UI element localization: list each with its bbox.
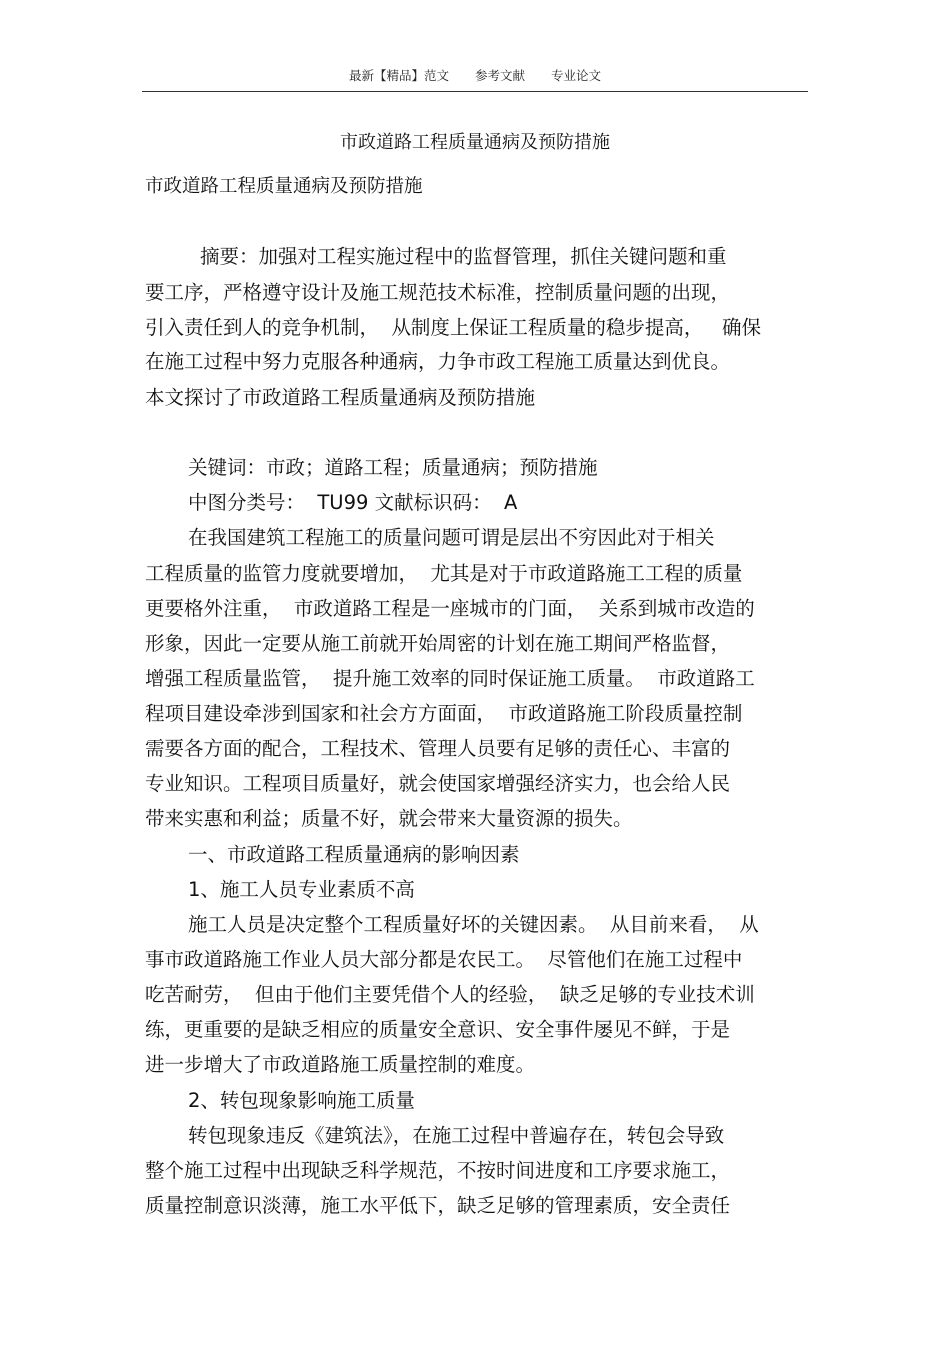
abstract-line: 要工序，严格遵守设计及施工规范技术标准，控制质量问题的出现， (145, 281, 731, 304)
section-heading: 一、市政道路工程质量通病的影响因素 (188, 843, 520, 866)
paragraph-line: 带来实惠和利益；质量不好，就会带来大量资源的损失。 (145, 807, 633, 830)
abstract-line: 摘要：加强对工程实施过程中的监督管理，抓住关键问题和重 (200, 245, 727, 268)
paragraph-line: 工程质量的监管力度就要增加， 尤其是对于市政道路施工工程的质量 (145, 562, 743, 585)
paragraph-line: 施工人员是决定整个工程质量好坏的关键因素。 从目前来看， 从 (188, 913, 759, 936)
header-item-lunwen: 专业论文 (550, 68, 601, 83)
paragraph-line: 形象，因此一定要从施工前就开始周密的计划在施工期间严格监督， (145, 632, 731, 655)
paragraph-line: 程项目建设牵涉到国家和社会方方面面， 市政道路施工阶段质量控制 (145, 702, 743, 725)
document-title: 市政道路工程质量通病及预防措施 (340, 132, 610, 153)
paragraph-line: 整个施工过程中出现缺乏科学规范，不按时间进度和工序要求施工， (145, 1159, 731, 1182)
paragraph-line: 吃苦耐劳， 但由于他们主要凭借个人的经验， 缺乏足够的专业技术训 (145, 983, 755, 1006)
abstract-line: 本文探讨了市政道路工程质量通病及预防措施 (145, 386, 536, 409)
paragraph-line: 进一步增大了市政道路施工质量控制的难度。 (145, 1053, 536, 1076)
abstract-line: 引入责任到人的竞争机制， 从制度上保证工程质量的稳步提高， 确保 (145, 316, 761, 339)
paragraph-line: 练，更重要的是缺乏相应的质量安全意识、安全事件屡见不鲜，于是 (145, 1018, 731, 1041)
paragraph-line: 在我国建筑工程施工的质量问题可谓是层出不穷因此对于相关 (188, 526, 715, 549)
page-header (0, 66, 950, 84)
paragraph-line: 更要格外注重， 市政道路工程是一座城市的门面， 关系到城市改造的 (145, 597, 755, 620)
paragraph-line: 增强工程质量监管， 提升施工效率的同时保证施工质量。 市政道路工 (145, 667, 755, 690)
subsection-heading: 2、转包现象影响施工质量 (188, 1089, 415, 1112)
classification-line: 中图分类号： TU99 文献标识码： A (188, 491, 518, 514)
paragraph-line: 专业知识。工程项目质量好，就会使国家增强经济实力，也会给人民 (145, 772, 731, 795)
header-item-cankao: 参考文献 (474, 68, 525, 83)
subsection-heading: 1、施工人员专业素质不高 (188, 878, 415, 901)
paragraph-line: 事市政道路施工作业人员大部分都是农民工。 尽管他们在施工过程中 (145, 948, 743, 971)
keywords-line: 关键词：市政；道路工程；质量通病；预防措施 (188, 456, 598, 479)
paragraph-line: 质量控制意识淡薄，施工水平低下，缺乏足够的管理素质，安全责任 (145, 1194, 731, 1217)
paragraph-line: 转包现象违反《建筑法》，在施工过程中普遍存在，转包会导致 (188, 1124, 725, 1147)
header-item-fanwen: 最新【精品】范文 (348, 68, 449, 83)
abstract-line: 在施工过程中努力克服各种通病，力争市政工程施工质量达到优良。 (145, 350, 731, 373)
paragraph-line: 需要各方面的配合，工程技术、管理人员要有足够的责任心、丰富的 (145, 737, 731, 760)
document-subtitle: 市政道路工程质量通病及预防措施 (145, 176, 423, 197)
header-divider (142, 91, 808, 92)
